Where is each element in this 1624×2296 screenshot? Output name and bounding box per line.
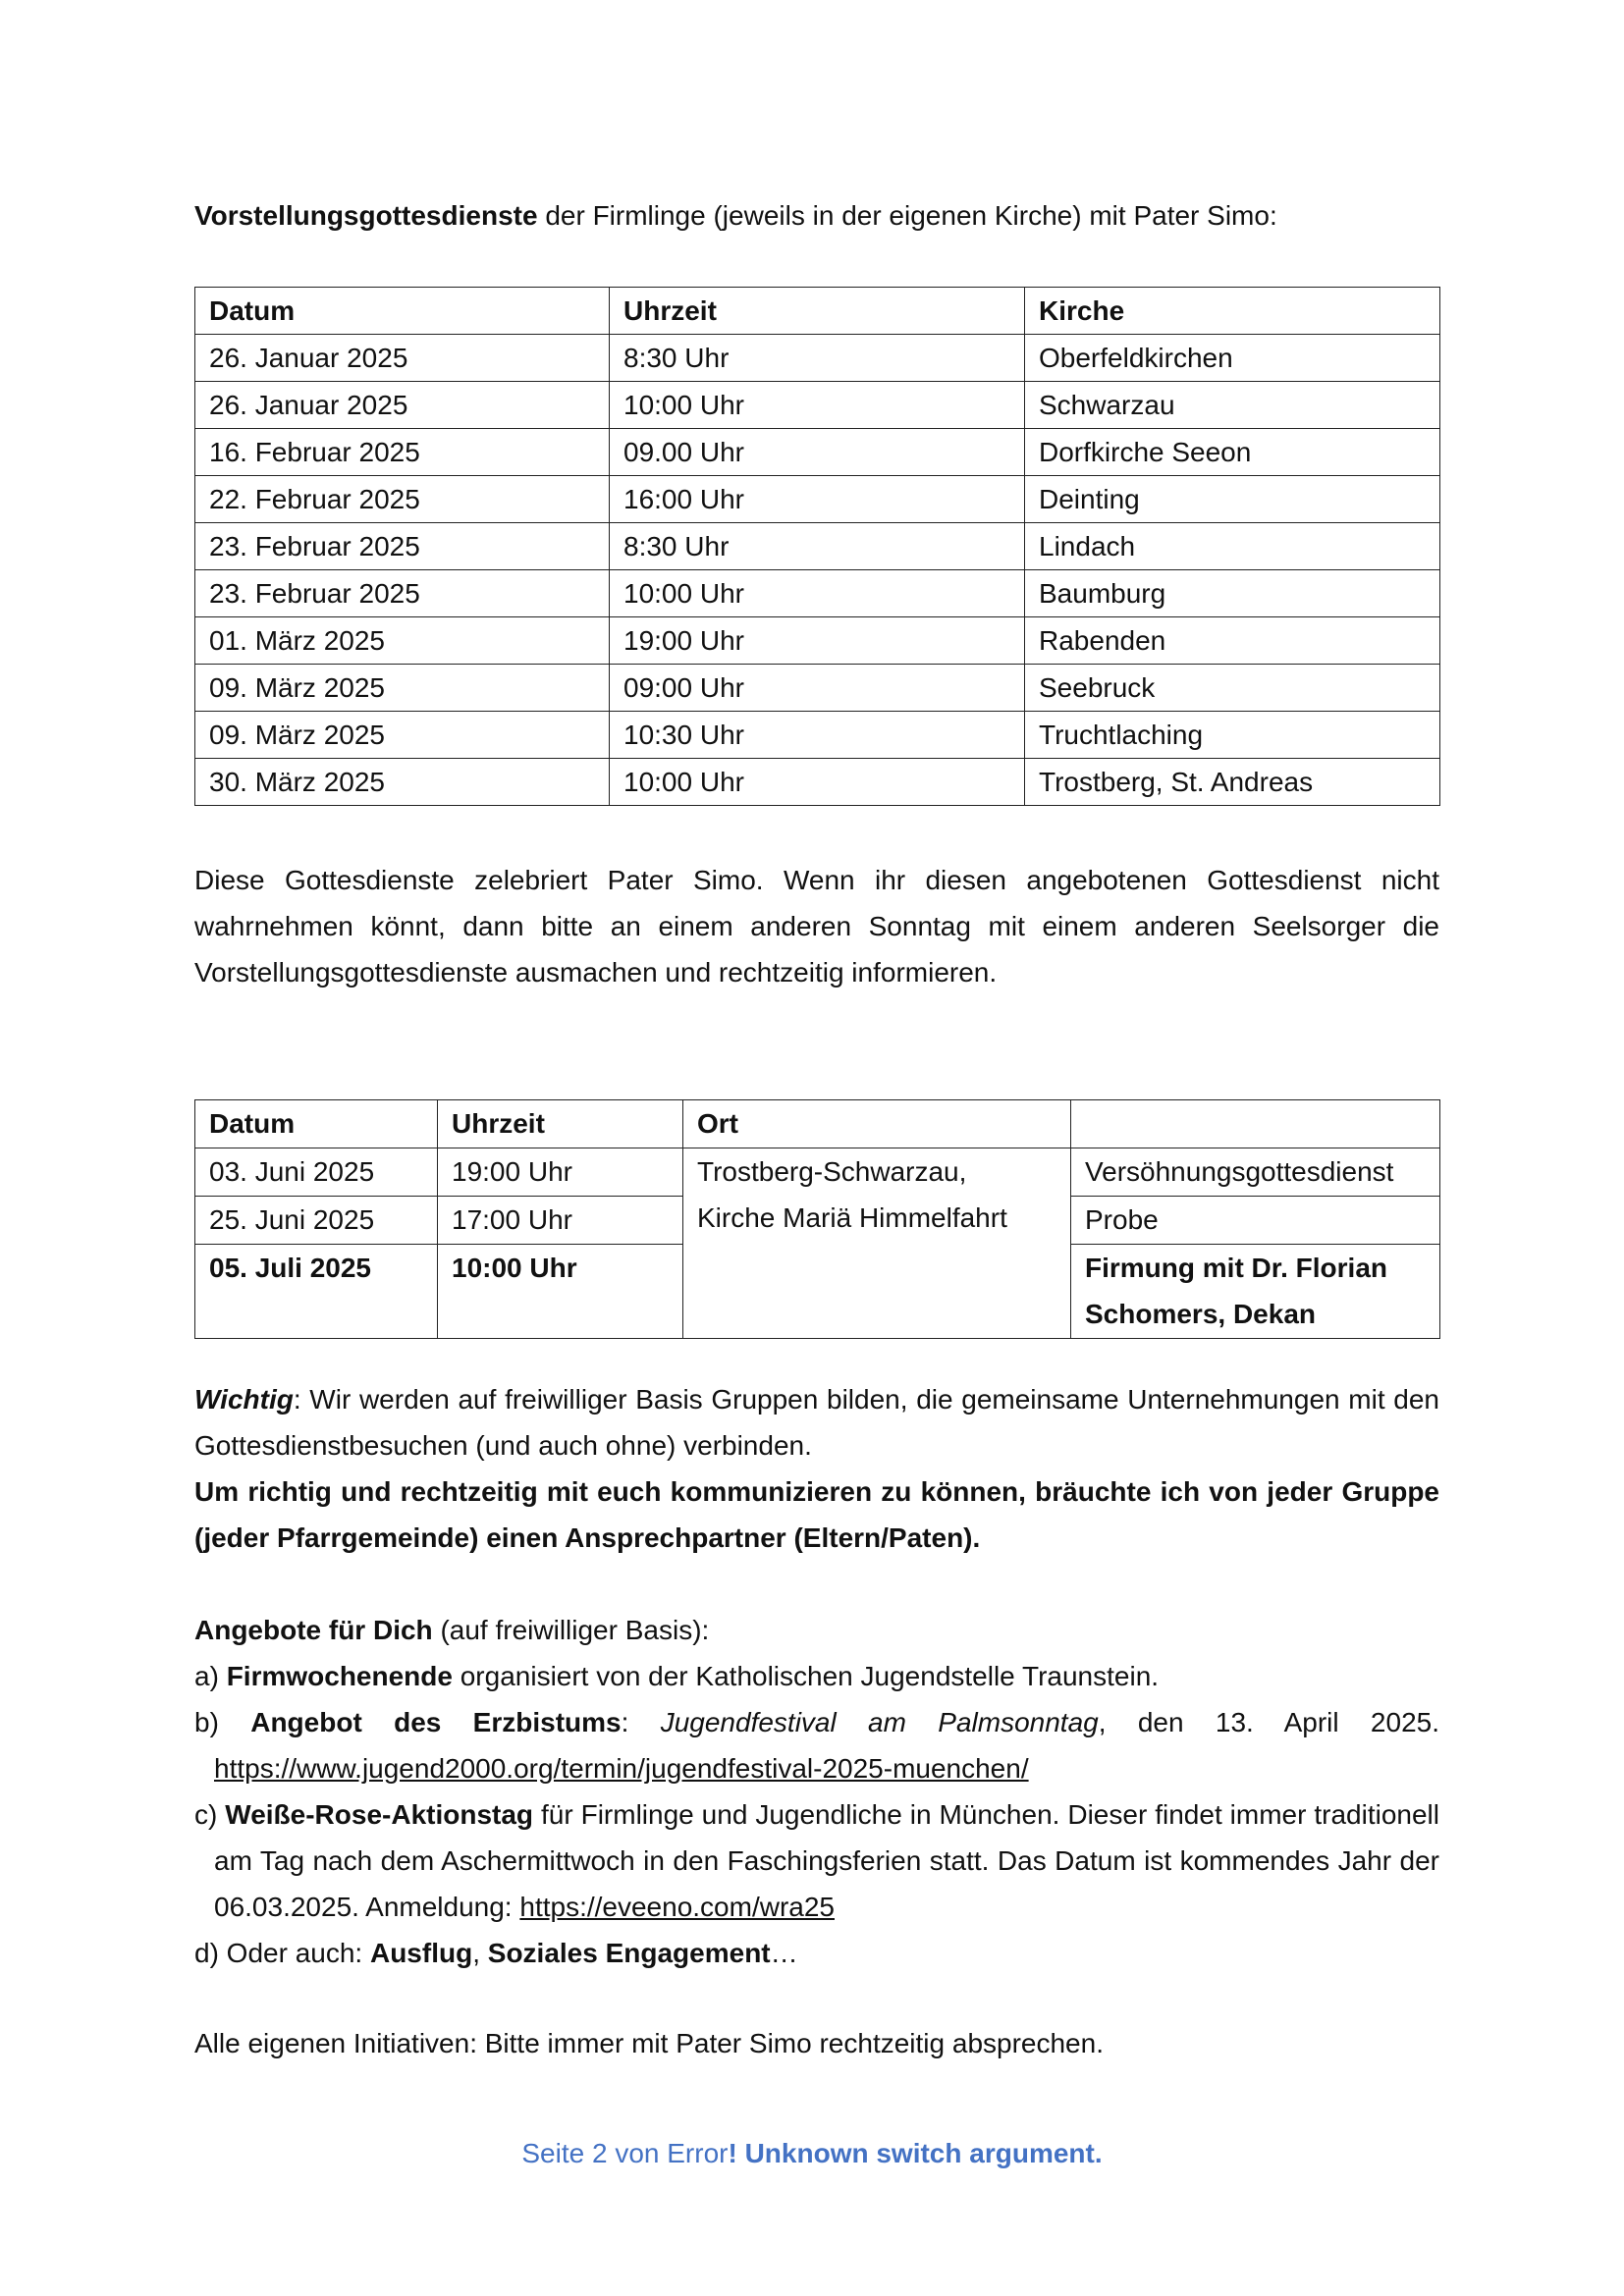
table-row bbox=[195, 335, 1440, 382]
table-row bbox=[195, 476, 1440, 523]
event-line: Schomers, Dekan bbox=[1085, 1299, 1316, 1329]
date-cell: 22. Februar 2025 bbox=[195, 476, 610, 523]
date-cell: 26. Januar 2025 bbox=[195, 335, 610, 382]
header-cell: Kirche bbox=[1025, 288, 1440, 335]
time-cell: 19:00 Uhr bbox=[438, 1148, 683, 1197]
church-cell: Seebruck bbox=[1025, 665, 1440, 712]
closing-paragraph: Alle eigenen Initiativen: Bitte immer mit Pater Simo rechtzeitig absprechen. bbox=[194, 2028, 1104, 2058]
table-row bbox=[195, 665, 1440, 712]
header-cell: Ort bbox=[683, 1100, 1071, 1148]
church-cell: Lindach bbox=[1025, 523, 1440, 570]
location-cell bbox=[683, 1148, 1071, 1339]
date-cell: 23. Februar 2025 bbox=[195, 570, 610, 617]
table-row bbox=[195, 759, 1440, 806]
time-cell: 10:00 Uhr bbox=[610, 759, 1025, 806]
offer-d: d) Oder auch: Ausflug, Soziales Engagement… bbox=[194, 1938, 798, 1968]
date-cell: 09. März 2025 bbox=[195, 712, 610, 759]
event-cell: Versöhnungsgottesdienst bbox=[1071, 1148, 1440, 1197]
header-cell bbox=[1071, 1100, 1440, 1148]
time-cell: 09.00 Uhr bbox=[610, 429, 1025, 476]
date-cell: 16. Februar 2025 bbox=[195, 429, 610, 476]
table-row bbox=[195, 617, 1440, 665]
footer-error: ! Unknown switch argument. bbox=[728, 2138, 1103, 2168]
offer-b: b) Angebot des Erzbistums: Jugendfestival am Palmsonntag, den 13. April 2025. https://www.jugend2000.org/termin/jugendfestival-2025-muenchen/ bbox=[194, 1707, 1439, 1784]
location-line: Trostberg-Schwarzau, bbox=[697, 1156, 967, 1187]
time-cell: 19:00 Uhr bbox=[610, 617, 1025, 665]
footer-text: Seite 2 von Error bbox=[521, 2138, 729, 2168]
table-row bbox=[195, 523, 1440, 570]
date-cell: 30. März 2025 bbox=[195, 759, 610, 806]
event-line: Firmung mit Dr. Florian bbox=[1085, 1253, 1388, 1283]
time-cell: 10:00 Uhr bbox=[610, 382, 1025, 429]
time-cell: 17:00 Uhr bbox=[438, 1197, 683, 1245]
confirmation-table bbox=[194, 1099, 1440, 1339]
table-row bbox=[195, 570, 1440, 617]
header-cell: Datum bbox=[195, 288, 610, 335]
location-line: Kirche Mariä Himmelfahrt bbox=[697, 1202, 1007, 1233]
header-cell: Uhrzeit bbox=[610, 288, 1025, 335]
important-bold-paragraph: Um richtig und rechtzeitig mit euch kommunizieren zu können, bräuchte ich von jeder Gruppe (jeder Pfarrgemeinde) einen Ansprechpartner (Eltern/Paten). bbox=[194, 1476, 1439, 1553]
event-cell bbox=[1071, 1245, 1440, 1339]
time-cell: 09:00 Uhr bbox=[610, 665, 1025, 712]
intro-bold: Vorstellungsgottesdienste bbox=[194, 200, 538, 231]
church-cell: Deinting bbox=[1025, 476, 1440, 523]
date-cell: 01. März 2025 bbox=[195, 617, 610, 665]
date-cell: 05. Juli 2025 bbox=[195, 1245, 438, 1339]
time-cell: 10:00 Uhr bbox=[438, 1245, 683, 1339]
time-cell: 10:30 Uhr bbox=[610, 712, 1025, 759]
church-cell: Trostberg, St. Andreas bbox=[1025, 759, 1440, 806]
document-page bbox=[194, 192, 1439, 2066]
church-cell: Oberfeldkirchen bbox=[1025, 335, 1440, 382]
church-cell: Rabenden bbox=[1025, 617, 1440, 665]
church-cell: Baumburg bbox=[1025, 570, 1440, 617]
table-header-row bbox=[195, 288, 1440, 335]
offer-c: c) Weiße-Rose-Aktionstag für Firmlinge und Jugendliche in München. Dieser findet immer traditionell am Tag nach dem Aschermittwoch in den Faschingsferien statt. Das Datum ist kommendes Jahr der 06.03.2025. Anmeldung: https://eveeno.com/wra25 bbox=[194, 1799, 1439, 1922]
time-cell: 10:00 Uhr bbox=[610, 570, 1025, 617]
header-cell: Datum bbox=[195, 1100, 438, 1148]
table-row bbox=[195, 1148, 1440, 1197]
table-row bbox=[195, 712, 1440, 759]
intro-line bbox=[194, 192, 1439, 239]
offer-a: a) Firmwochenende organisiert von der Katholischen Jugendstelle Traunstein. bbox=[194, 1661, 1160, 1691]
services-paragraph: Diese Gottesdienste zelebriert Pater Simo. Wenn ihr diesen angebotenen Gottesdienst nicht wahrnehmen könnt, dann bitte an einem anderen Sonntag mit einem anderen Seelsorger die Vorstellungsgottesdienste ausmachen und rechtzeitig informieren. bbox=[194, 865, 1439, 988]
church-cell: Dorfkirche Seeon bbox=[1025, 429, 1440, 476]
church-cell: Truchtlaching bbox=[1025, 712, 1440, 759]
date-cell: 09. März 2025 bbox=[195, 665, 610, 712]
intro-rest: der Firmlinge (jeweils in der eigenen Kirche) mit Pater Simo: bbox=[537, 200, 1277, 231]
date-cell: 03. Juni 2025 bbox=[195, 1148, 438, 1197]
important-paragraph bbox=[194, 1376, 1439, 1468]
time-cell: 8:30 Uhr bbox=[610, 335, 1025, 382]
eveeno-link[interactable]: https://eveeno.com/wra25 bbox=[519, 1892, 835, 1922]
important-label: Wichtig bbox=[194, 1384, 294, 1415]
schedule-table bbox=[194, 287, 1440, 806]
jugend2000-link[interactable]: https://www.jugend2000.org/termin/jugendfestival-2025-muenchen/ bbox=[214, 1753, 1029, 1784]
time-cell: 8:30 Uhr bbox=[610, 523, 1025, 570]
offers-title: Angebote für Dich (auf freiwilliger Basis): bbox=[194, 1615, 710, 1645]
important-text: : Wir werden auf freiwilliger Basis Gruppen bilden, die gemeinsame Unternehmungen mit den Gottesdienstbesuchen (und auch ohne) verbinden. bbox=[194, 1384, 1439, 1461]
event-cell: Probe bbox=[1071, 1197, 1440, 1245]
table-header-row bbox=[195, 1100, 1440, 1148]
time-cell: 16:00 Uhr bbox=[610, 476, 1025, 523]
date-cell: 26. Januar 2025 bbox=[195, 382, 610, 429]
date-cell: 25. Juni 2025 bbox=[195, 1197, 438, 1245]
page-footer bbox=[0, 2138, 1624, 2169]
table-row bbox=[195, 382, 1440, 429]
table-row bbox=[195, 429, 1440, 476]
header-cell: Uhrzeit bbox=[438, 1100, 683, 1148]
date-cell: 23. Februar 2025 bbox=[195, 523, 610, 570]
church-cell: Schwarzau bbox=[1025, 382, 1440, 429]
